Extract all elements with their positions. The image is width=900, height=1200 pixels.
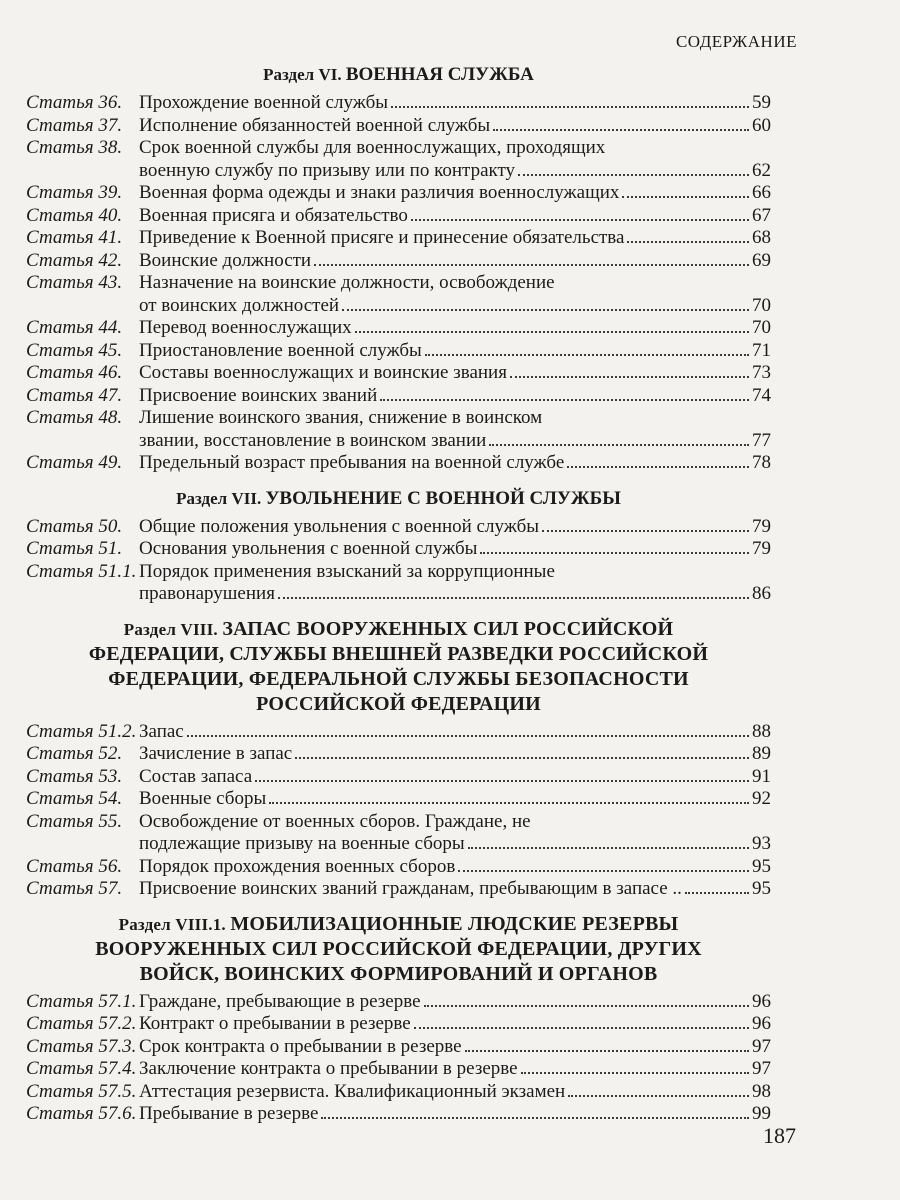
article-number: Статья 51. (26, 538, 123, 559)
toc-entry[interactable] (26, 452, 771, 475)
dot-leader (424, 1005, 749, 1007)
entry-page-number: 92 (752, 788, 771, 809)
toc-entry[interactable] (26, 182, 771, 205)
article-title: Срок контракта о пребывании в резерве (139, 1035, 462, 1057)
entry-page-number: 69 (752, 249, 771, 271)
toc-entry[interactable] (26, 1013, 771, 1036)
entry-page-number: 79 (752, 515, 771, 537)
dot-leader (685, 892, 749, 894)
dot-leader (510, 376, 749, 378)
entry-page-number: 71 (752, 339, 771, 361)
entry-page-number: 95 (752, 855, 771, 877)
toc-entry[interactable] (26, 362, 771, 385)
dot-leader (480, 552, 749, 554)
article-title: Лишение воинского звания, снижение в воинском (139, 407, 543, 428)
article-title: Присвоение воинских званий гражданам, пребывающим в запасе .. (139, 878, 682, 899)
section-title-line (26, 486, 771, 512)
toc-entry[interactable] (26, 137, 771, 182)
entry-page-number: 86 (752, 583, 771, 604)
section-title (26, 912, 771, 987)
section-title-line (26, 912, 771, 937)
article-title: Военная форма одежды и знаки различия военнослужащих (139, 182, 620, 203)
entry-page-number: 68 (752, 227, 771, 248)
section-heading-text: ФЕДЕРАЦИИ, СЛУЖБЫ ВНЕШНЕЙ РАЗВЕДКИ РОССИЙСКОЙ (88, 642, 709, 665)
toc-entry[interactable] (26, 407, 771, 452)
article-number: Статья 57.1. (26, 990, 137, 1012)
section-title-line (26, 692, 771, 717)
dot-leader (355, 331, 749, 333)
toc-entry[interactable] (26, 92, 771, 115)
article-title: Заключение контракта о пребывании в резерве (139, 1058, 518, 1079)
article-title: Зачисление в запас (139, 743, 293, 764)
running-header: СОДЕРЖАНИЕ (675, 32, 797, 51)
article-title: военную службу по призыву или по контракту (139, 159, 516, 181)
dot-leader (411, 219, 749, 221)
article-number: Статья 39. (26, 182, 123, 203)
toc-entry[interactable] (26, 516, 771, 539)
section-heading-text: МОБИЛИЗАЦИОННЫЕ ЛЮДСКИЕ РЕЗЕРВЫ (230, 912, 679, 935)
article-number: Статья 47. (26, 384, 123, 406)
section-title-line (26, 62, 771, 88)
entry-page-number: 78 (752, 452, 771, 473)
section-title-line (26, 937, 771, 962)
toc-entry[interactable] (26, 1103, 771, 1126)
dot-leader (622, 196, 749, 198)
dot-leader (425, 354, 749, 356)
section-heading-text: РОССИЙСКОЙ ФЕДЕРАЦИИ (256, 692, 541, 715)
toc-entry[interactable] (26, 272, 771, 317)
section-heading-text: ЗАПАС ВООРУЖЕННЫХ СИЛ РОССИЙСКОЙ (222, 617, 674, 640)
toc-entry[interactable] (26, 991, 771, 1014)
article-number: Статья 42. (26, 249, 123, 271)
article-title: Приведение к Военной присяге и принесение обязательства (139, 227, 625, 248)
article-title: Присвоение воинских званий (139, 384, 378, 406)
article-title: правонарушения (139, 583, 275, 604)
toc-section (26, 912, 771, 1126)
dot-leader (493, 129, 749, 131)
toc-entry[interactable] (26, 1058, 771, 1081)
article-title: Общие положения увольнения с военной службы (139, 515, 540, 537)
dot-leader (627, 241, 749, 243)
dot-leader (278, 597, 749, 599)
article-number: Статья 56. (26, 855, 123, 877)
entry-page-number: 62 (752, 159, 771, 181)
dot-leader (521, 1072, 749, 1074)
toc-entry[interactable] (26, 1081, 771, 1104)
dot-leader (321, 1117, 749, 1119)
toc-section (26, 486, 771, 606)
table-of-contents (26, 62, 771, 1126)
article-number: Статья 55. (26, 810, 123, 832)
entry-page-number: 97 (752, 1035, 771, 1057)
entry-page-number: 99 (752, 1103, 771, 1124)
dot-leader (295, 757, 749, 759)
toc-entry[interactable] (26, 743, 771, 766)
article-title: Запас (139, 720, 184, 742)
toc-entry[interactable] (26, 115, 771, 138)
section-heading-text: ФЕДЕРАЦИИ, ФЕДЕРАЛЬНОЙ СЛУЖБЫ БЕЗОПАСНОСТИ (108, 667, 689, 690)
article-title: Порядок прохождения военных сборов (139, 855, 456, 877)
dot-leader (187, 735, 749, 737)
article-number: Статья 57.2. (26, 1013, 137, 1034)
article-number: Статья 36. (26, 92, 123, 113)
toc-entry[interactable] (26, 721, 771, 744)
entry-page-number: 79 (752, 538, 771, 559)
dot-leader (489, 444, 749, 446)
article-title: Военные сборы (139, 788, 267, 809)
article-title: Основания увольнения с военной службы (139, 538, 478, 559)
article-title: Военная присяга и обязательство (139, 204, 408, 226)
entry-page-number: 66 (752, 182, 771, 203)
entry-page-number: 98 (752, 1080, 771, 1102)
toc-entry[interactable] (26, 250, 771, 273)
section-heading-text: ВООРУЖЕННЫХ СИЛ РОССИЙСКОЙ ФЕДЕРАЦИИ, ДРУГИХ (95, 937, 702, 960)
entry-page-number: 97 (752, 1058, 771, 1079)
toc-entry[interactable] (26, 385, 771, 408)
entry-page-number: 77 (752, 429, 771, 451)
toc-entry[interactable] (26, 227, 771, 250)
article-number: Статья 52. (26, 743, 123, 764)
article-number: Статья 43. (26, 272, 123, 293)
dot-leader (458, 870, 749, 872)
toc-entry[interactable] (26, 340, 771, 363)
toc-entry[interactable] (26, 317, 771, 340)
section-title-line (26, 962, 771, 987)
toc-entry[interactable] (26, 538, 771, 561)
article-title: Назначение на воинские должности, освобождение (139, 272, 555, 293)
article-number: Статья 54. (26, 788, 123, 809)
entry-page-number: 95 (752, 878, 771, 899)
article-number: Статья 51.2. (26, 720, 137, 742)
dot-leader (391, 106, 749, 108)
article-title: Аттестация резервиста. Квалификационный экзамен (139, 1080, 566, 1102)
article-title: Приостановление военной службы (139, 339, 422, 361)
toc-entry[interactable] (26, 788, 771, 811)
article-title: Контракт о пребывании в резерве (139, 1013, 411, 1034)
dot-leader (255, 780, 749, 782)
toc-entry[interactable] (26, 878, 771, 901)
entry-page-number: 73 (752, 362, 771, 383)
entry-page-number: 96 (752, 1013, 771, 1034)
dot-leader (269, 802, 749, 804)
section-title (26, 62, 771, 88)
article-title: Граждане, пребывающие в резерве (139, 990, 421, 1012)
article-number: Статья 57.4. (26, 1058, 137, 1079)
dot-leader (414, 1027, 749, 1029)
article-title: от воинских должностей (139, 294, 340, 316)
article-number: Статья 49. (26, 452, 123, 473)
toc-entry[interactable] (26, 811, 771, 856)
article-number: Статья 44. (26, 317, 123, 338)
dot-leader (542, 530, 749, 532)
toc-entry[interactable] (26, 561, 771, 606)
section-label: Раздел VIII. (123, 619, 223, 639)
toc-section (26, 62, 771, 475)
dot-leader (568, 1095, 749, 1097)
dot-leader (314, 264, 749, 266)
entry-page-number: 89 (752, 743, 771, 764)
article-number: Статья 51.1. (26, 560, 137, 582)
dot-leader (342, 309, 749, 311)
article-title: подлежащие призыву на военные сборы (139, 833, 465, 854)
toc-entry[interactable] (26, 856, 771, 879)
section-heading-text: ВОЕННАЯ СЛУЖБА (345, 64, 534, 85)
article-title: звании, восстановление в воинском звании (139, 429, 487, 451)
article-number: Статья 57.5. (26, 1080, 137, 1102)
entry-page-number: 60 (752, 114, 771, 136)
article-title: Воинские должности (139, 249, 312, 271)
entry-page-number: 93 (752, 833, 771, 854)
article-number: Статья 57. (26, 878, 123, 899)
entry-page-number: 70 (752, 317, 771, 338)
article-number: Статья 46. (26, 362, 123, 383)
toc-entry[interactable] (26, 205, 771, 228)
article-number: Статья 40. (26, 204, 123, 226)
entry-page-number: 74 (752, 384, 771, 406)
article-number: Статья 38. (26, 137, 123, 158)
section-title-line (26, 617, 771, 642)
toc-entry[interactable] (26, 1036, 771, 1059)
article-number: Статья 57.3. (26, 1035, 137, 1057)
article-title: Исполнение обязанностей военной службы (139, 114, 491, 136)
article-title: Составы военнослужащих и воинские звания (139, 362, 507, 383)
entry-page-number: 70 (752, 294, 771, 316)
dot-leader (465, 1050, 749, 1052)
section-title (26, 486, 771, 512)
dot-leader (567, 466, 749, 468)
dot-leader (468, 847, 749, 849)
article-title: Срок военной службы для военнослужащих, проходящих (139, 137, 606, 158)
section-label: Раздел VII. (176, 488, 266, 508)
entry-page-number: 96 (752, 990, 771, 1012)
entry-page-number: 88 (752, 720, 771, 742)
toc-entry[interactable] (26, 766, 771, 789)
article-number: Статья 45. (26, 339, 123, 361)
article-title: Перевод военнослужащих (139, 317, 352, 338)
article-number: Статья 53. (26, 765, 123, 787)
section-heading-text: ВОЙСК, ВОИНСКИХ ФОРМИРОВАНИЙ И ОРГАНОВ (139, 962, 658, 985)
article-number: Статья 48. (26, 407, 123, 428)
section-title (26, 617, 771, 717)
entry-page-number: 67 (752, 204, 771, 226)
dot-leader (518, 174, 749, 176)
section-label: Раздел VIII.1. (118, 914, 231, 934)
article-number: Статья 57.6. (26, 1103, 137, 1124)
article-title: Состав запаса (139, 765, 253, 787)
page-number: 187 (763, 1123, 796, 1148)
section-label: Раздел VI. (263, 65, 346, 84)
article-title: Прохождение военной службы (139, 92, 389, 113)
article-number: Статья 41. (26, 227, 123, 248)
section-title-line (26, 667, 771, 692)
article-title: Пребывание в резерве (139, 1103, 319, 1124)
entry-page-number: 91 (752, 765, 771, 787)
article-title: Порядок применения взысканий за коррупционные (139, 560, 555, 582)
toc-section (26, 617, 771, 901)
article-title: Освобождение от военных сборов. Граждане, не (139, 810, 531, 832)
article-title: Предельный возраст пребывания на военной службе (139, 452, 565, 473)
section-heading-text: УВОЛЬНЕНИЕ С ВОЕННОЙ СЛУЖБЫ (265, 487, 621, 509)
entry-page-number: 59 (752, 92, 771, 113)
dot-leader (380, 399, 749, 401)
section-title-line (26, 642, 771, 667)
article-number: Статья 37. (26, 114, 123, 136)
article-number: Статья 50. (26, 515, 123, 537)
